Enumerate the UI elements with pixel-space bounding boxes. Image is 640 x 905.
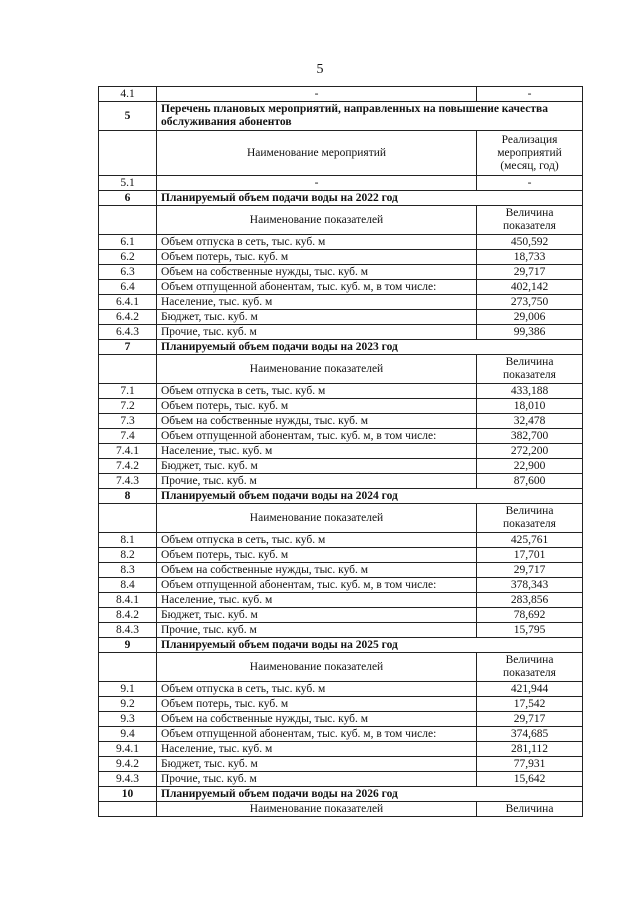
table-row: [99, 742, 583, 757]
row-number: 9.4.1: [99, 742, 157, 757]
row-number: 9.4: [99, 727, 157, 742]
column-header-name: Наименование показателей: [157, 355, 477, 384]
section-number: 8: [99, 489, 157, 504]
row-name: Население, тыс. куб. м: [157, 593, 477, 608]
row-value: 18,010: [477, 399, 583, 414]
row-number: 4.1: [99, 87, 157, 102]
row-value: 281,112: [477, 742, 583, 757]
table-row: [99, 280, 583, 295]
column-header-name: Наименование показателей: [157, 653, 477, 682]
column-header-value: Величина показателя: [477, 504, 583, 533]
table-row: [99, 474, 583, 489]
column-header-row: [99, 206, 583, 235]
header-spacer: [99, 206, 157, 235]
row-name: Объем отпуска в сеть, тыс. куб. м: [157, 533, 477, 548]
section-number: 10: [99, 787, 157, 802]
row-number: 7.2: [99, 399, 157, 414]
row-number: 5.1: [99, 176, 157, 191]
row-number: 9.4.3: [99, 772, 157, 787]
section-row: [99, 489, 583, 504]
row-name: Объем на собственные нужды, тыс. куб. м: [157, 563, 477, 578]
row-number: 9.4.2: [99, 757, 157, 772]
row-value: 402,142: [477, 280, 583, 295]
table-row: [99, 548, 583, 563]
row-number: 8.4.2: [99, 608, 157, 623]
table-row: [99, 563, 583, 578]
header-spacer: [99, 355, 157, 384]
table-row: [99, 608, 583, 623]
table-row: [99, 87, 583, 102]
table-row: [99, 623, 583, 638]
row-value: 283,856: [477, 593, 583, 608]
section-title: Планируемый объем подачи воды на 2024 год: [157, 489, 583, 504]
row-name: Объем отпущенной абонентам, тыс. куб. м, в том числе:: [157, 280, 477, 295]
table-row: [99, 459, 583, 474]
row-name: Прочие, тыс. куб. м: [157, 623, 477, 638]
section-title: Планируемый объем подачи воды на 2025 год: [157, 638, 583, 653]
section-title: Планируемый объем подачи воды на 2023 год: [157, 340, 583, 355]
column-header-name: Наименование показателей: [157, 206, 477, 235]
column-header-name: Наименование показателей: [157, 504, 477, 533]
row-value: 78,692: [477, 608, 583, 623]
row-name: Объем на собственные нужды, тыс. куб. м: [157, 712, 477, 727]
row-name: Население, тыс. куб. м: [157, 295, 477, 310]
column-header-row: [99, 504, 583, 533]
row-number: 8.4.1: [99, 593, 157, 608]
row-value: 15,642: [477, 772, 583, 787]
row-value: 99,386: [477, 325, 583, 340]
row-number: 7.4.3: [99, 474, 157, 489]
row-number: 7.3: [99, 414, 157, 429]
row-name: Бюджет, тыс. куб. м: [157, 757, 477, 772]
table-row: [99, 295, 583, 310]
row-value: 382,700: [477, 429, 583, 444]
page-number: 5: [316, 62, 324, 77]
row-value: 374,685: [477, 727, 583, 742]
row-value: 17,701: [477, 548, 583, 563]
table-row: [99, 429, 583, 444]
row-value: 273,750: [477, 295, 583, 310]
row-number: 7.1: [99, 384, 157, 399]
table-row: [99, 310, 583, 325]
row-value: 29,717: [477, 563, 583, 578]
row-value: 15,795: [477, 623, 583, 638]
column-header-name: Наименование мероприятий: [157, 131, 477, 176]
row-name: Объем отпуска в сеть, тыс. куб. м: [157, 235, 477, 250]
table-row: [99, 697, 583, 712]
section-row: [99, 638, 583, 653]
header-spacer: [99, 802, 157, 817]
column-header-row: [99, 802, 583, 817]
row-number: 8.3: [99, 563, 157, 578]
column-header-row: [99, 131, 583, 176]
row-value: 421,944: [477, 682, 583, 697]
table-row: [99, 772, 583, 787]
row-number: 6.4.3: [99, 325, 157, 340]
row-number: 9.2: [99, 697, 157, 712]
section-number: 6: [99, 191, 157, 206]
table-row: [99, 176, 583, 191]
row-value: 32,478: [477, 414, 583, 429]
header-spacer: [99, 504, 157, 533]
row-name: Бюджет, тыс. куб. м: [157, 459, 477, 474]
row-value: 450,592: [477, 235, 583, 250]
table-row: [99, 593, 583, 608]
table-row: [99, 384, 583, 399]
row-number: 9.3: [99, 712, 157, 727]
column-header-row: [99, 653, 583, 682]
row-name: Объем на собственные нужды, тыс. куб. м: [157, 414, 477, 429]
row-name: Население, тыс. куб. м: [157, 444, 477, 459]
row-value: 18,733: [477, 250, 583, 265]
section-title: Планируемый объем подачи воды на 2026 год: [157, 787, 583, 802]
row-number: 8.1: [99, 533, 157, 548]
row-value: 77,931: [477, 757, 583, 772]
row-value: 433,188: [477, 384, 583, 399]
row-number: 6.4: [99, 280, 157, 295]
row-name: Объем потерь, тыс. куб. м: [157, 399, 477, 414]
row-name: Объем потерь, тыс. куб. м: [157, 697, 477, 712]
row-number: 6.3: [99, 265, 157, 280]
row-number: 9.1: [99, 682, 157, 697]
header-spacer: [99, 653, 157, 682]
table-row: [99, 682, 583, 697]
row-number: 8.4.3: [99, 623, 157, 638]
row-value: -: [477, 87, 583, 102]
row-number: 6.2: [99, 250, 157, 265]
row-value: 87,600: [477, 474, 583, 489]
row-name: Объем потерь, тыс. куб. м: [157, 548, 477, 563]
table-row: [99, 533, 583, 548]
row-name: -: [157, 176, 477, 191]
row-number: 6.4.1: [99, 295, 157, 310]
table-row: [99, 250, 583, 265]
table-body: [99, 87, 583, 191]
column-header-row: [99, 355, 583, 384]
table-row: [99, 712, 583, 727]
section-10-body: [99, 787, 583, 817]
row-name: Бюджет, тыс. куб. м: [157, 608, 477, 623]
column-header-value: Величина: [477, 802, 583, 817]
section-row: [99, 102, 583, 131]
row-name: Объем отпущенной абонентам, тыс. куб. м, в том числе:: [157, 727, 477, 742]
row-name: Объем отпущенной абонентам, тыс. куб. м, в том числе:: [157, 578, 477, 593]
column-header-value: Величина показателя: [477, 355, 583, 384]
row-name: Объем отпуска в сеть, тыс. куб. м: [157, 384, 477, 399]
section-title: Планируемый объем подачи воды на 2022 год: [157, 191, 583, 206]
column-header-value: Величина показателя: [477, 653, 583, 682]
row-name: Объем отпущенной абонентам, тыс. куб. м, в том числе:: [157, 429, 477, 444]
row-number: 7.4.1: [99, 444, 157, 459]
row-name: Население, тыс. куб. м: [157, 742, 477, 757]
table-row: [99, 399, 583, 414]
row-name: Объем потерь, тыс. куб. м: [157, 250, 477, 265]
column-header-value: Величина показателя: [477, 206, 583, 235]
row-name: Бюджет, тыс. куб. м: [157, 310, 477, 325]
row-value: 29,717: [477, 712, 583, 727]
column-header-name: Наименование показателей: [157, 802, 477, 817]
section-row: [99, 191, 583, 206]
row-number: 6.1: [99, 235, 157, 250]
row-value: 29,717: [477, 265, 583, 280]
table-row: [99, 325, 583, 340]
row-number: 6.4.2: [99, 310, 157, 325]
section-number: 7: [99, 340, 157, 355]
row-number: 8.2: [99, 548, 157, 563]
sections-body: [99, 191, 583, 787]
table-row: [99, 757, 583, 772]
row-name: Объем отпуска в сеть, тыс. куб. м: [157, 682, 477, 697]
section-row: [99, 787, 583, 802]
table-row: [99, 265, 583, 280]
section-row: [99, 340, 583, 355]
table-row: [99, 444, 583, 459]
column-header-value: Реализация мероприятий (месяц, год): [477, 131, 583, 176]
section-number: 9: [99, 638, 157, 653]
row-value: 425,761: [477, 533, 583, 548]
row-name: Объем на собственные нужды, тыс. куб. м: [157, 265, 477, 280]
row-value: 378,343: [477, 578, 583, 593]
row-name: Прочие, тыс. куб. м: [157, 325, 477, 340]
section-title: Перечень плановых мероприятий, направленных на повышение качества обслуживания абонентов: [157, 102, 583, 131]
row-name: Прочие, тыс. куб. м: [157, 772, 477, 787]
table-row: [99, 414, 583, 429]
table-row: [99, 235, 583, 250]
row-value: -: [477, 176, 583, 191]
row-number: 7.4.2: [99, 459, 157, 474]
row-value: 272,200: [477, 444, 583, 459]
row-number: 8.4: [99, 578, 157, 593]
section-number: 5: [99, 102, 157, 131]
table-row: [99, 578, 583, 593]
row-name: -: [157, 87, 477, 102]
water-supply-table: [98, 86, 583, 817]
row-number: 7.4: [99, 429, 157, 444]
row-value: 17,542: [477, 697, 583, 712]
row-value: 29,006: [477, 310, 583, 325]
row-value: 22,900: [477, 459, 583, 474]
table-row: [99, 727, 583, 742]
row-name: Прочие, тыс. куб. м: [157, 474, 477, 489]
header-spacer: [99, 131, 157, 176]
